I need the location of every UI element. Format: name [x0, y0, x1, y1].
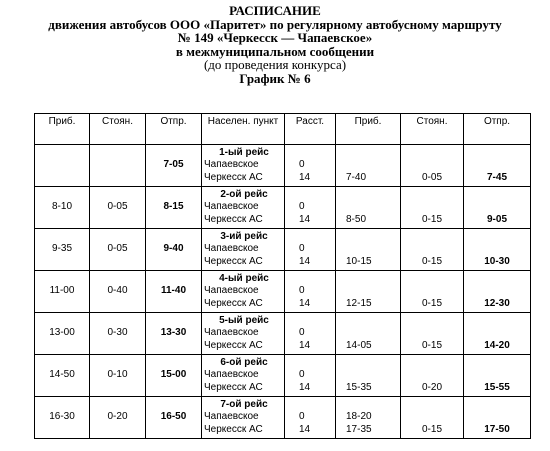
cell-departure-2 [464, 229, 531, 271]
table-row [35, 397, 531, 439]
arrival-2-b: 17-35 [346, 423, 372, 435]
place-destination: Черкесск АС [204, 297, 263, 309]
arrival-2: 14-05 [346, 339, 372, 351]
col-header-distance: Расст. [285, 114, 336, 145]
place-destination: Черкесск АС [204, 381, 263, 393]
cell-departure: 11-40 [146, 271, 202, 313]
cell-distance [285, 229, 336, 271]
col-header-place: Населен. пункт [202, 114, 285, 145]
departure-2: 10-30 [484, 255, 510, 267]
table-row [35, 313, 531, 355]
cell-arrival: 13-00 [35, 313, 90, 355]
cell-place [202, 229, 285, 271]
doc-schedule-number: График № 6 [239, 70, 311, 86]
departure-2: 9-05 [486, 213, 507, 225]
col-header-stop-2: Стоян. [401, 114, 464, 145]
arrival-2-a: 18-20 [346, 411, 372, 423]
col-header-departure-2: Отпр. [464, 114, 531, 145]
stop-2: 0-15 [421, 255, 442, 267]
departure-2: 12-30 [484, 297, 510, 309]
cell-distance [285, 187, 336, 229]
cell-place [202, 313, 285, 355]
cell-stop: 0-20 [90, 397, 146, 439]
cell-arrival: 11-00 [35, 271, 90, 313]
cell-arrival: 14-50 [35, 355, 90, 397]
cell-stop: 0-40 [90, 271, 146, 313]
cell-stop-2 [401, 229, 464, 271]
cell-departure: 15-00 [146, 355, 202, 397]
place-destination: Черкесск АС [204, 339, 263, 351]
place-destination: Черкесск АС [204, 423, 263, 435]
schedule-table [34, 113, 531, 439]
place-origin: Чапаевское [204, 285, 259, 297]
table-row [35, 355, 531, 397]
cell-stop [90, 145, 146, 187]
cell-arrival: 9-35 [35, 229, 90, 271]
cell-stop: 0-10 [90, 355, 146, 397]
trip-label: 7-ой рейс [220, 398, 268, 410]
cell-arrival-2 [336, 145, 401, 187]
table-row [35, 271, 531, 313]
arrival-2: 10-15 [346, 255, 372, 267]
distance-end: 14 [299, 423, 311, 435]
distance-start: 0 [299, 369, 305, 381]
cell-place [202, 187, 285, 229]
distance-start: 0 [299, 285, 305, 297]
distance-start: 0 [299, 327, 305, 339]
distance-start: 0 [299, 159, 305, 171]
cell-departure: 7-05 [146, 145, 202, 187]
cell-distance [285, 271, 336, 313]
cell-place [202, 271, 285, 313]
stop-2: 0-15 [421, 339, 442, 351]
cell-stop-2 [401, 187, 464, 229]
place-origin: Чапаевское [204, 243, 259, 255]
doc-title: РАСПИСАНИЕ [229, 3, 321, 18]
cell-departure-2 [464, 187, 531, 229]
cell-stop-2 [401, 397, 464, 439]
place-origin: Чапаевское [204, 411, 259, 423]
arrival-2: 12-15 [346, 297, 372, 309]
col-header-arrival-2: Приб. [336, 114, 401, 145]
cell-stop: 0-05 [90, 229, 146, 271]
cell-arrival-2 [336, 355, 401, 397]
cell-distance [285, 145, 336, 187]
doc-subtitle-line-1: движения автобусов ООО «Паритет» по регулярному автобусному маршруту [48, 16, 502, 32]
departure-2: 7-45 [486, 171, 507, 183]
trip-label: 1-ый рейс [219, 146, 269, 158]
cell-distance [285, 313, 336, 355]
cell-departure-2 [464, 271, 531, 313]
distance-end: 14 [299, 297, 311, 309]
table-header-row [35, 114, 531, 145]
place-destination: Черкесск АС [204, 171, 263, 183]
stop-2: 0-15 [421, 423, 442, 435]
stop-2: 0-20 [421, 381, 442, 393]
distance-end: 14 [299, 339, 311, 351]
departure-2: 14-20 [484, 339, 510, 351]
cell-departure: 9-40 [146, 229, 202, 271]
cell-stop-2 [401, 355, 464, 397]
table-row [35, 229, 531, 271]
trip-label: 4-ый рейс [219, 272, 269, 284]
cell-departure-2 [464, 145, 531, 187]
distance-end: 14 [299, 213, 311, 225]
arrival-2: 8-50 [346, 213, 367, 225]
cell-place [202, 397, 285, 439]
trip-label: 6-ой рейс [220, 356, 268, 368]
stop-2: 0-15 [421, 297, 442, 309]
cell-arrival-2 [336, 229, 401, 271]
cell-departure-2 [464, 355, 531, 397]
cell-stop-2 [401, 145, 464, 187]
doc-note: (до проведения конкурса) [203, 57, 347, 72]
place-origin: Чапаевское [204, 369, 259, 381]
cell-departure: 8-15 [146, 187, 202, 229]
cell-arrival: 8-10 [35, 187, 90, 229]
cell-arrival [35, 145, 90, 187]
cell-stop: 0-05 [90, 187, 146, 229]
cell-stop-2 [401, 313, 464, 355]
cell-arrival-2 [336, 187, 401, 229]
departure-2: 17-50 [484, 423, 510, 435]
cell-departure-2 [464, 397, 531, 439]
cell-arrival-2 [336, 397, 401, 439]
distance-end: 14 [299, 255, 311, 267]
table-row [35, 187, 531, 229]
cell-place [202, 355, 285, 397]
cell-distance [285, 397, 336, 439]
place-origin: Чапаевское [204, 201, 259, 213]
distance-start: 0 [299, 411, 305, 423]
stop-2: 0-05 [421, 171, 442, 183]
distance-start: 0 [299, 243, 305, 255]
place-destination: Черкесск АС [204, 255, 263, 267]
col-header-departure: Отпр. [146, 114, 202, 145]
cell-departure: 13-30 [146, 313, 202, 355]
trip-label: 5-ый рейс [219, 314, 269, 326]
col-header-arrival: Приб. [35, 114, 90, 145]
trip-label: 2-ой рейс [220, 188, 268, 200]
place-destination: Черкесск АС [204, 213, 263, 225]
cell-arrival-2 [336, 271, 401, 313]
place-origin: Чапаевское [204, 327, 259, 339]
distance-end: 14 [299, 171, 311, 183]
cell-arrival-2 [336, 313, 401, 355]
cell-stop: 0-30 [90, 313, 146, 355]
table-row [35, 145, 531, 187]
place-origin: Чапаевское [204, 159, 259, 171]
departure-2: 15-55 [484, 381, 510, 393]
doc-subtitle-line-3: в межмуниципальном сообщении [175, 43, 375, 59]
doc-subtitle-line-2: № 149 «Черкесск — Чапаевское» [177, 30, 373, 45]
cell-departure-2 [464, 313, 531, 355]
trip-label: 3-ий рейс [220, 230, 268, 242]
arrival-2: 15-35 [346, 381, 372, 393]
cell-arrival: 16-30 [35, 397, 90, 439]
col-header-stop: Стоян. [90, 114, 146, 145]
cell-place [202, 145, 285, 187]
stop-2: 0-15 [421, 213, 442, 225]
distance-end: 14 [299, 381, 311, 393]
cell-stop-2 [401, 271, 464, 313]
distance-start: 0 [299, 201, 305, 213]
cell-distance [285, 355, 336, 397]
arrival-2: 7-40 [346, 171, 367, 183]
cell-departure: 16-50 [146, 397, 202, 439]
